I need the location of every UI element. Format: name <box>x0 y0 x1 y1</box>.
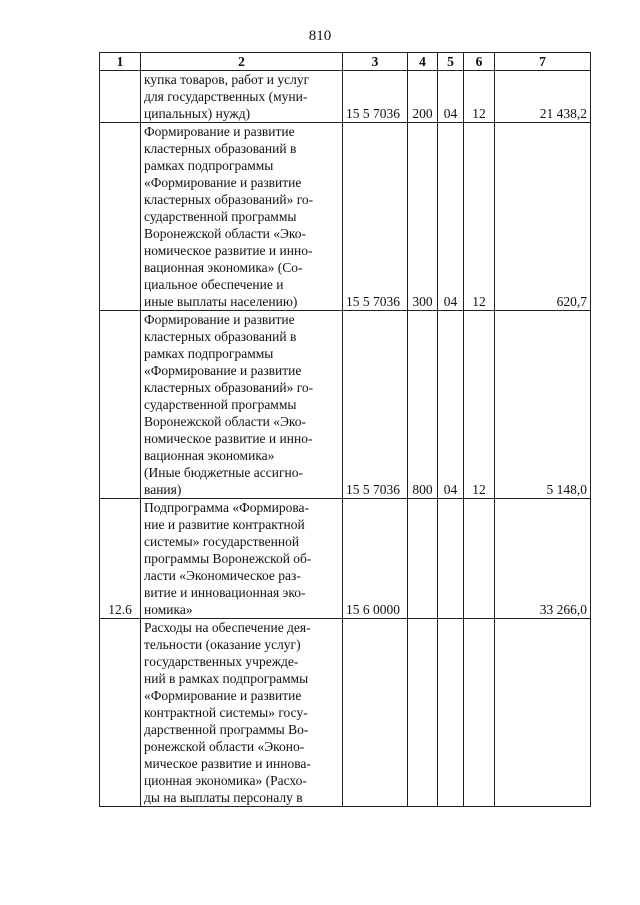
target-article-code: 15 6 0000 <box>343 499 408 619</box>
table-row <box>100 499 591 619</box>
expense-type-code: 200 <box>408 71 438 123</box>
description-line: кластерных образований в <box>144 329 297 344</box>
table-row <box>100 619 591 807</box>
description-line: циальное обеспечение и <box>144 277 284 292</box>
description-line: ние и развитие контрактной <box>144 517 305 532</box>
description-line: контрактной системы» госу- <box>144 705 308 720</box>
section-code <box>438 619 464 807</box>
description-line: кластерных образований» го- <box>144 380 314 395</box>
description-line: кластерных образований в <box>144 141 297 156</box>
subsection-code: 12 <box>464 71 495 123</box>
header-col-7: 7 <box>495 53 591 71</box>
table-body <box>100 71 591 807</box>
header-col-6: 6 <box>464 53 495 71</box>
target-article-code: 15 5 7036 <box>343 123 408 311</box>
description-line: системы» государственной <box>144 534 300 549</box>
description-line: «Формирование и развитие <box>144 175 302 190</box>
description-line: Формирование и развитие <box>144 312 295 327</box>
description-line: кластерных образований» го- <box>144 192 314 207</box>
expense-type-code: 300 <box>408 123 438 311</box>
header-col-3: 3 <box>343 53 408 71</box>
description-line: (Иные бюджетные ассигно- <box>144 465 303 480</box>
description-line: тельности (оказание услуг) <box>144 637 301 652</box>
description-line: сударственной программы <box>144 209 297 224</box>
header-col-2: 2 <box>141 53 343 71</box>
description-line: Расходы на обеспечение дея- <box>144 620 311 635</box>
expense-type-code <box>408 619 438 807</box>
description-line: ласти «Экономическое раз- <box>144 568 301 583</box>
description-line: программы Воронежской об- <box>144 551 312 566</box>
target-article-code: 15 5 7036 <box>343 71 408 123</box>
description-line: вационная экономика» (Со- <box>144 260 303 275</box>
amount: 21 438,2 <box>495 71 591 123</box>
description-line: ронежской области «Эконо- <box>144 739 305 754</box>
section-code <box>438 499 464 619</box>
budget-table <box>99 52 591 807</box>
description-line: рамках подпрограммы <box>144 158 274 173</box>
description-line: мическое развитие и иннова- <box>144 756 311 771</box>
description-line: сударственной программы <box>144 397 297 412</box>
description-line: вационная экономика» <box>144 448 275 463</box>
description-line: Подпрограмма «Формирова- <box>144 500 310 515</box>
target-article-code <box>343 619 408 807</box>
description-line: номика» <box>144 602 193 617</box>
description-line: рамках подпрограммы <box>144 346 274 361</box>
description-line: ды на выплаты персоналу в <box>144 790 303 805</box>
description-line: Воронежской области «Эко- <box>144 226 307 241</box>
description-line: номическое развитие и инно- <box>144 431 313 446</box>
page-number: 810 <box>308 28 332 44</box>
description-line: «Формирование и развитие <box>144 688 302 703</box>
header-col-4: 4 <box>408 53 438 71</box>
row-number: 12.6 <box>100 499 141 619</box>
amount: 33 266,0 <box>495 499 591 619</box>
row-description <box>141 311 343 499</box>
description-line: «Формирование и развитие <box>144 363 302 378</box>
row-number <box>100 311 141 499</box>
section-code: 04 <box>438 71 464 123</box>
row-description <box>141 499 343 619</box>
subsection-code <box>464 499 495 619</box>
row-number <box>100 619 141 807</box>
row-number <box>100 71 141 123</box>
description-line: Формирование и развитие <box>144 124 295 139</box>
description-line: государственных учрежде- <box>144 654 299 669</box>
description-line: ципальных) нужд) <box>144 106 251 121</box>
target-article-code: 15 5 7036 <box>343 311 408 499</box>
expense-type-code: 800 <box>408 311 438 499</box>
amount: 620,7 <box>495 123 591 311</box>
description-line: вания) <box>144 482 182 497</box>
header-col-5: 5 <box>438 53 464 71</box>
section-code: 04 <box>438 311 464 499</box>
subsection-code: 12 <box>464 311 495 499</box>
description-line: дарственной программы Во- <box>144 722 309 737</box>
amount: 5 148,0 <box>495 311 591 499</box>
row-description <box>141 619 343 807</box>
description-line: ционная экономика» (Расхо- <box>144 773 307 788</box>
expense-type-code <box>408 499 438 619</box>
row-number <box>100 123 141 311</box>
description-line: номическое развитие и инно- <box>144 243 313 258</box>
amount <box>495 619 591 807</box>
header-row <box>100 53 591 71</box>
subsection-code <box>464 619 495 807</box>
table-row <box>100 311 591 499</box>
description-line: для государственных (муни- <box>144 89 308 104</box>
row-description <box>141 71 343 123</box>
section-code: 04 <box>438 123 464 311</box>
description-line: иные выплаты населению) <box>144 294 298 309</box>
row-description <box>141 123 343 311</box>
subsection-code: 12 <box>464 123 495 311</box>
header-col-1: 1 <box>100 53 141 71</box>
description-line: витие и инновационная эко- <box>144 585 306 600</box>
description-line: купка товаров, работ и услуг <box>144 72 310 87</box>
description-line: Воронежской области «Эко- <box>144 414 307 429</box>
description-line: ний в рамках подпрограммы <box>144 671 309 686</box>
table-row <box>100 123 591 311</box>
table-row <box>100 71 591 123</box>
